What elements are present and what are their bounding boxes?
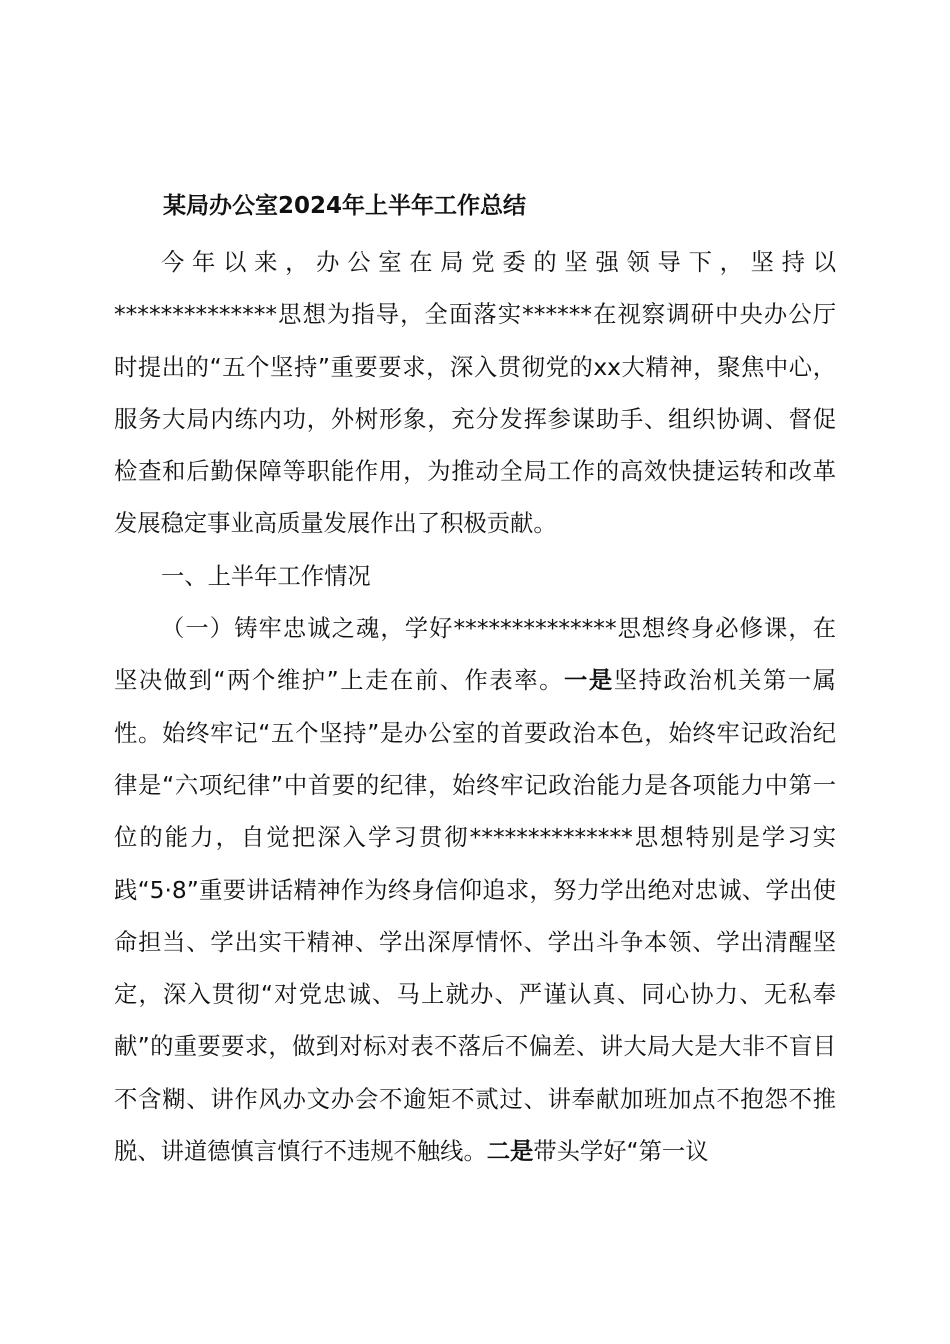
intro-paragraph: 今年以来，办公室在局党委的坚强领导下，坚持以**************思想为指导，全面落实******在视察调研中央办公厅时提出的“五个坚持”重要要求，深入贯彻党的xx大精神，聚焦中心，服务大局内练内功，外树形象，充分发挥参谋助手、组织协调、督促检查和后勤保障等职能作用，为推动全局工作的高效快捷运转和改革发展稳定事业高质量发展作出了积极贡献。 — [114, 249, 836, 538]
subsection-paragraph — [114, 603, 836, 1178]
document-body — [114, 237, 836, 1178]
point-text-1: 坚持政治机关第一属性。始终牢记“五个坚持”是办公室的首要政治本色，始终牢记政治纪律是“六项纪律”中首要的纪律，始终牢记政治能力是各项能力中第一位的能力，自觉把深入学习贯彻**************思想特别是学习实践“5·8”重要讲话精神作为终身信仰追求，努力学出绝对忠诚、学出使命担当、学出实干精神、学出深厚情怀、学出斗争本领、学出清醒坚定，深入贯彻“对党忠诚、马上就办、严谨认真、同心协力、无私奉献”的重要要求，做到对标对表不落后不偏差、讲大局大是大非不盲目不含糊、讲作风办文办会不逾矩不贰过、讲奉献加班加点不抱怨不推脱、讲道德慎言慎行不违规不触线。 — [114, 667, 837, 1166]
subsection-lead: （一）铸牢忠诚之魂，学好**************思想终身必修课，在坚决做到“两个维护”上走在前、作表率。 — [114, 615, 836, 695]
point-marker-1: 一是 — [564, 667, 614, 695]
point-text-2: 带头学好“第一议 — [533, 1138, 709, 1166]
section-heading: 一、上半年工作情况 — [161, 562, 371, 590]
point-marker-2: 二是 — [486, 1138, 534, 1166]
document-title: 某局办公室2024年上半年工作总结 — [163, 193, 527, 219]
